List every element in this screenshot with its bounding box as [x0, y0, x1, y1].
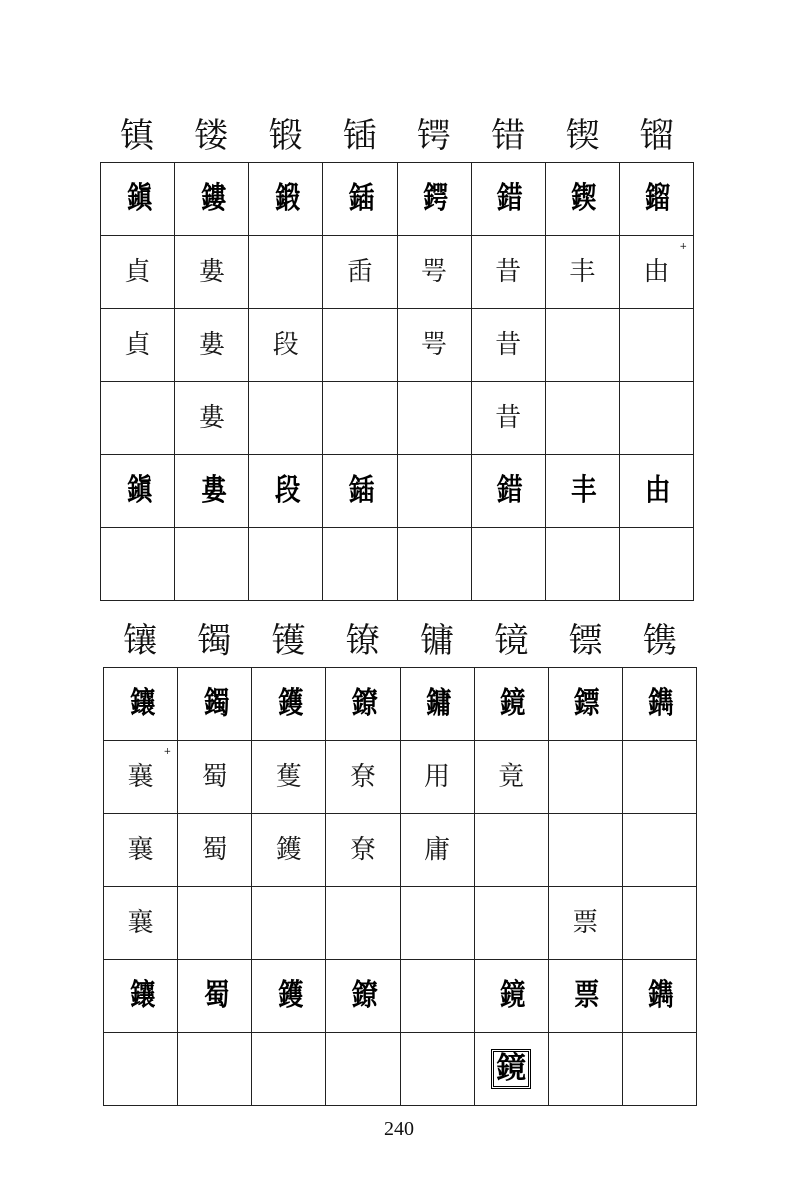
script-glyph: 臿: [346, 257, 373, 287]
column-header: 镣: [345, 621, 380, 661]
glyph-cell: [400, 1033, 474, 1106]
glyph-cell: [104, 814, 178, 887]
glyph-cell: [474, 887, 548, 960]
script-glyph: [284, 566, 288, 570]
glyph-cell: [326, 814, 400, 887]
script-glyph: [506, 566, 510, 570]
glyph-cell: [326, 887, 400, 960]
glyph-row: [101, 163, 694, 236]
glyph-cell: [397, 382, 471, 455]
script-glyph: 鐐: [351, 978, 374, 1013]
glyph-cell: [101, 528, 175, 601]
script-glyph: 由: [645, 473, 668, 508]
script-glyph: 鏢: [574, 686, 597, 721]
glyph-cell: [178, 887, 252, 960]
script-glyph: 蜀: [201, 762, 228, 792]
script-glyph: 咢: [421, 330, 448, 360]
glyph-cell: [175, 163, 249, 236]
glyph-cell: [548, 1033, 622, 1106]
script-glyph: 鏤: [200, 181, 223, 216]
script-glyph: 婁: [198, 403, 225, 433]
glyph-cell: [619, 163, 693, 236]
script-glyph: 鐐: [351, 686, 374, 721]
annotation-mark: +: [679, 242, 687, 252]
script-glyph: 婁: [198, 330, 225, 360]
glyph-cell: [178, 741, 252, 814]
glyph-cell: [400, 814, 474, 887]
script-glyph: 昔: [495, 257, 522, 287]
script-glyph: 襄: [127, 762, 154, 792]
script-glyph: 鏡: [500, 978, 523, 1013]
column-header: 镜: [494, 621, 529, 661]
glyph-cell: [545, 382, 619, 455]
glyph-row: [101, 236, 694, 309]
glyph-cell: [471, 528, 545, 601]
script-glyph: 鑊: [277, 686, 300, 721]
script-glyph: [210, 566, 214, 570]
glyph-cell: [326, 1033, 400, 1106]
glyph-cell: [323, 163, 397, 236]
script-glyph: 婁: [200, 473, 223, 508]
script-glyph: 用: [424, 762, 451, 792]
glyph-cell: [619, 382, 693, 455]
glyph-cell: [101, 163, 175, 236]
script-glyph: 襄: [127, 908, 154, 938]
glyph-cell: [249, 528, 323, 601]
script-glyph: 襄: [127, 835, 154, 865]
glyph-cell: [619, 236, 693, 309]
script-glyph: 鑲: [129, 978, 152, 1013]
script-glyph: 婁: [198, 257, 225, 287]
script-glyph: [139, 1071, 143, 1075]
glyph-cell: [175, 236, 249, 309]
glyph-cell: [548, 668, 622, 741]
glyph-cell: [101, 382, 175, 455]
glyph-cell: [471, 382, 545, 455]
script-glyph: 票: [572, 908, 599, 938]
glyph-cell: [104, 1033, 178, 1106]
script-glyph: [213, 1071, 217, 1075]
script-glyph: 庸: [424, 835, 451, 865]
glyph-row: [101, 455, 694, 528]
script-glyph: 鐲: [203, 686, 226, 721]
glyph-cell: [474, 668, 548, 741]
script-glyph: 鍛: [274, 181, 297, 216]
glyph-cell: [326, 960, 400, 1033]
glyph-cell: [178, 1033, 252, 1106]
script-glyph: [583, 1071, 587, 1075]
script-glyph: 段: [274, 473, 297, 508]
glyph-cell: [619, 528, 693, 601]
script-glyph: 蜀: [201, 835, 228, 865]
glyph-cell: [101, 309, 175, 382]
script-glyph: 錯: [497, 473, 520, 508]
script-glyph: 咢: [421, 257, 448, 287]
glyph-cell: [397, 528, 471, 601]
glyph-cell: [104, 960, 178, 1033]
glyph-cell: [249, 455, 323, 528]
glyph-cell: [175, 382, 249, 455]
glyph-cell: [252, 668, 326, 741]
glyph-cell: [400, 887, 474, 960]
glyph-cell: [101, 236, 175, 309]
glyph-cell: [545, 528, 619, 601]
glyph-cell: [323, 528, 397, 601]
glyph-cell: [471, 455, 545, 528]
script-glyph: [287, 1071, 291, 1075]
glyph-cell: [397, 309, 471, 382]
glyph-cell: [323, 309, 397, 382]
annotation-mark: +: [163, 747, 172, 757]
glyph-row: [104, 668, 697, 741]
glyph-cell: [400, 960, 474, 1033]
glyph-cell: [622, 814, 696, 887]
glyph-cell: [548, 741, 622, 814]
glyph-cell: [545, 455, 619, 528]
script-glyph: 昔: [495, 403, 522, 433]
glyph-cell: [104, 741, 178, 814]
script-glyph: 鍥: [571, 181, 594, 216]
script-glyph: 鍤: [348, 181, 371, 216]
script-glyph: [358, 566, 362, 570]
glyph-cell: [326, 668, 400, 741]
glyph-cell: [619, 455, 693, 528]
glyph-row: [104, 741, 697, 814]
script-glyph: 蜀: [203, 978, 226, 1013]
glyph-cell: [178, 960, 252, 1033]
script-glyph: 鐫: [648, 686, 671, 721]
script-glyph: 鎭: [126, 473, 149, 508]
glyph-grid: [103, 667, 697, 1106]
glyph-row: [104, 814, 697, 887]
glyph-cell: [474, 960, 548, 1033]
glyph-cell: [471, 163, 545, 236]
column-header: 锲: [565, 116, 600, 156]
glyph-cell: [474, 814, 548, 887]
column-header: 镯: [197, 621, 232, 661]
glyph-row: [104, 960, 697, 1033]
glyph-row: [104, 887, 697, 960]
script-glyph: 昔: [495, 330, 522, 360]
glyph-cell: [619, 309, 693, 382]
glyph-cell: [175, 455, 249, 528]
glyph-cell: [178, 668, 252, 741]
header-row: [100, 110, 694, 162]
glyph-cell: [622, 960, 696, 1033]
column-header: 镌: [642, 621, 677, 661]
glyph-cell: [252, 960, 326, 1033]
script-glyph: 鍤: [348, 473, 371, 508]
script-glyph: [580, 566, 584, 570]
glyph-row: [101, 309, 694, 382]
script-glyph: 鑲: [129, 686, 152, 721]
glyph-cell: [101, 455, 175, 528]
script-glyph: 由: [643, 257, 670, 287]
glyph-cell: [397, 455, 471, 528]
script-glyph: 鎭: [126, 181, 149, 216]
script-glyph: [432, 566, 436, 570]
glyph-cell: [175, 528, 249, 601]
glyph-cell: [249, 382, 323, 455]
script-glyph: 鏡: [500, 686, 523, 721]
glyph-cell: [104, 668, 178, 741]
column-header: 镶: [123, 621, 158, 661]
glyph-cell: [545, 309, 619, 382]
glyph-cell: [252, 741, 326, 814]
script-glyph: 鏡: [491, 1049, 531, 1089]
glyph-cell: [471, 236, 545, 309]
header-row: [103, 615, 697, 667]
column-header: 镏: [639, 116, 674, 156]
script-glyph: 錯: [497, 181, 520, 216]
glyph-cell: [548, 814, 622, 887]
glyph-cell: [252, 814, 326, 887]
script-glyph: 鑊: [277, 978, 300, 1013]
glyph-row: [101, 382, 694, 455]
glyph-cell: [400, 668, 474, 741]
script-glyph: [435, 1071, 439, 1075]
script-glyph: 竟: [498, 762, 525, 792]
script-glyph: 鏞: [426, 686, 449, 721]
glyph-row: [101, 528, 694, 601]
script-glyph: 丰: [571, 473, 594, 508]
column-header: 锻: [268, 116, 303, 156]
glyph-cell: [323, 382, 397, 455]
script-glyph: 尞: [349, 835, 376, 865]
script-glyph: 貞: [124, 257, 151, 287]
script-glyph: 鑊: [275, 835, 302, 865]
glyph-cell: [545, 236, 619, 309]
script-glyph: 票: [574, 978, 597, 1013]
glyph-cell: [397, 236, 471, 309]
script-glyph: 貞: [124, 330, 151, 360]
glyph-cell: [326, 741, 400, 814]
glyph-cell: [178, 814, 252, 887]
column-header: 镬: [271, 621, 306, 661]
page-number: 240: [384, 1118, 414, 1140]
glyph-cell: [323, 236, 397, 309]
glyph-cell: [323, 455, 397, 528]
glyph-cell: [249, 309, 323, 382]
glyph-cell: [548, 960, 622, 1033]
column-header: 镇: [120, 116, 155, 156]
glyph-cell: [252, 887, 326, 960]
glyph-cell: [397, 163, 471, 236]
column-header: 锷: [417, 116, 452, 156]
glyph-cell: [545, 163, 619, 236]
glyph-cell: [249, 236, 323, 309]
glyph-cell: [622, 668, 696, 741]
glyph-cell: [474, 741, 548, 814]
script-glyph: [657, 1071, 661, 1075]
script-glyph: 蒦: [275, 762, 302, 792]
glyph-grid: [100, 162, 694, 601]
glyph-cell: [471, 309, 545, 382]
glyph-cell: [622, 741, 696, 814]
column-header: 锸: [342, 116, 377, 156]
script-glyph: 尞: [349, 762, 376, 792]
glyph-cell: [175, 309, 249, 382]
glyph-cell: [622, 887, 696, 960]
script-glyph: 鍔: [423, 181, 446, 216]
script-glyph: [136, 566, 140, 570]
script-glyph: 鎦: [645, 181, 668, 216]
column-header: 镖: [568, 621, 603, 661]
script-glyph: 鐫: [648, 978, 671, 1013]
column-header: 镛: [420, 621, 455, 661]
character-table-top: [100, 110, 694, 601]
script-glyph: [654, 566, 658, 570]
glyph-cell: [249, 163, 323, 236]
glyph-cell: [252, 1033, 326, 1106]
column-header: 错: [491, 116, 526, 156]
script-glyph: 丰: [569, 257, 596, 287]
script-glyph: [361, 1071, 365, 1075]
glyph-cell: [622, 1033, 696, 1106]
glyph-row: [104, 1033, 697, 1106]
glyph-cell: [474, 1033, 548, 1106]
glyph-cell: [104, 887, 178, 960]
script-glyph: 段: [272, 330, 299, 360]
glyph-cell: [400, 741, 474, 814]
character-table-bottom: [103, 615, 697, 1106]
column-header: 镂: [194, 116, 229, 156]
glyph-cell: [548, 887, 622, 960]
